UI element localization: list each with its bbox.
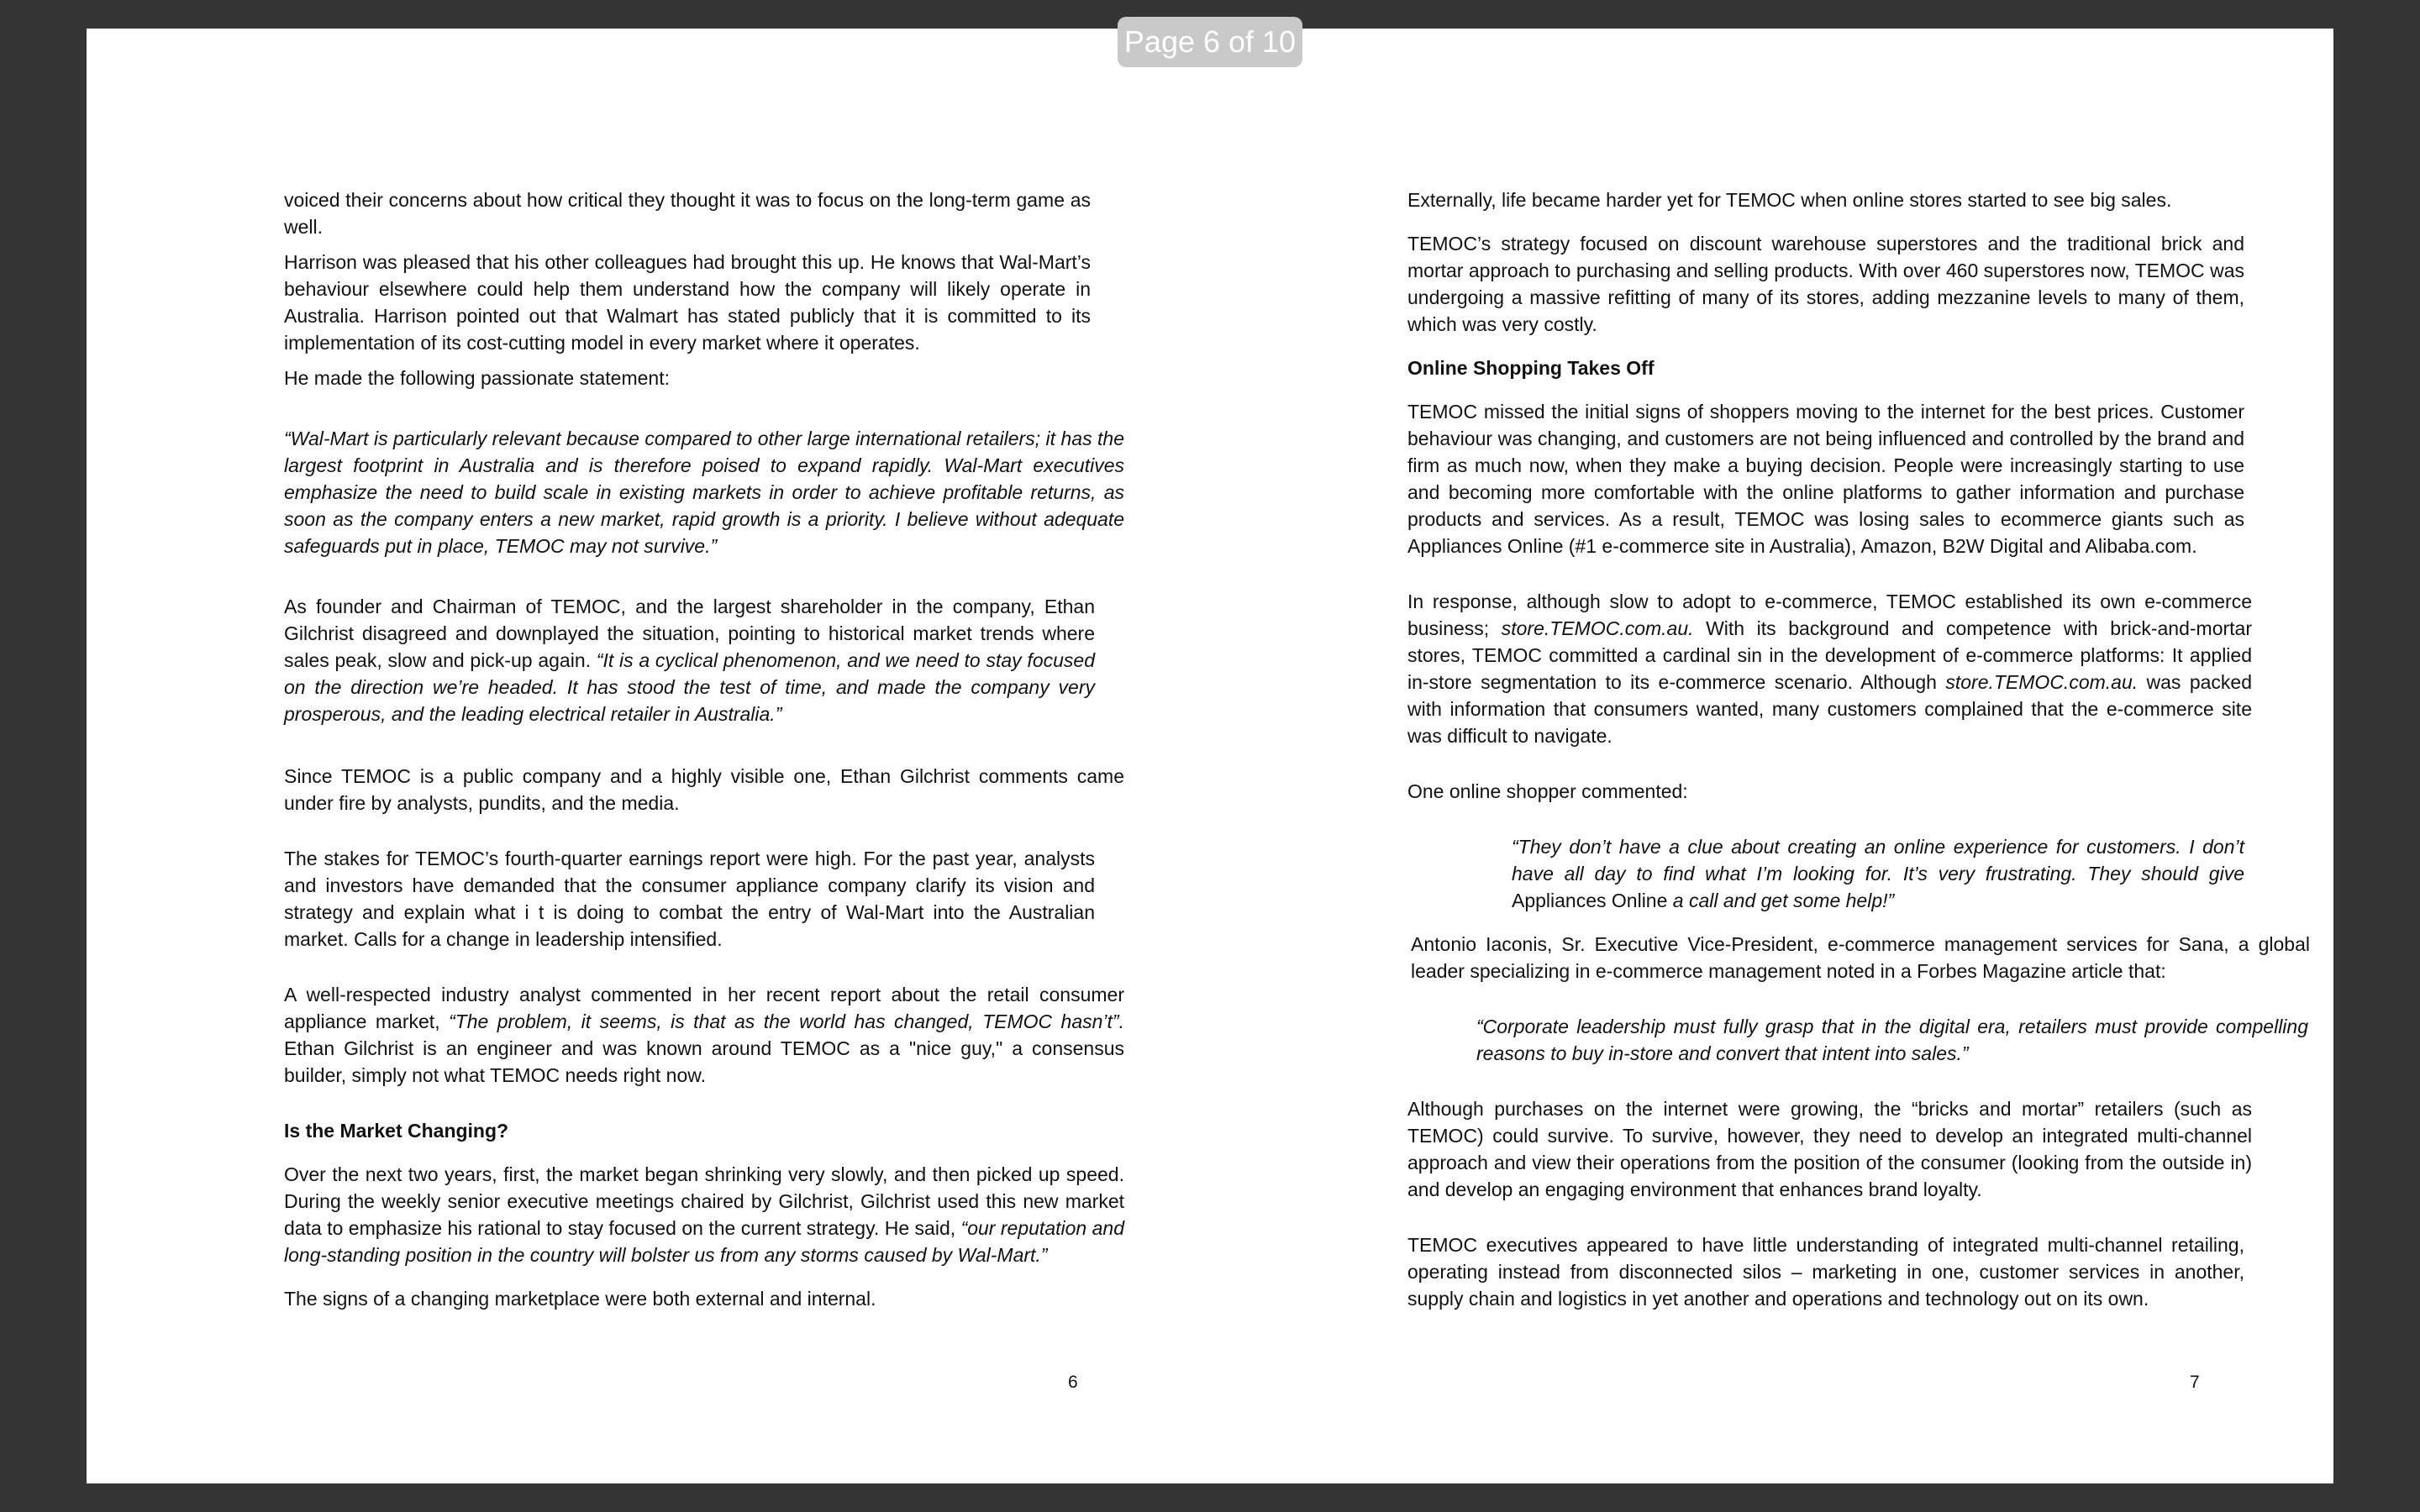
right-paragraph-3: TEMOC missed the initial signs of shoppers moving to the internet for the best prices. Customer behaviour was changing, and customers are not being influenced and controlled by the brand and firm as much now, when they make a buying decision. People were increasingly starting to use and becoming more comfortable with the online platforms to gather information and purchase products and services. As a result, TEMOC was losing sales to ecommerce giants such as Appliances Online (#1 e-commerce site in Australia), Amazon, B2W Digital and Alibaba.com. [1407, 401, 2244, 557]
right-quote-shopper [1512, 833, 2244, 914]
left-paragraph-3: He made the following passionate statement: [284, 367, 670, 389]
left-paragraph-8-quote: “our reputation and long-standing position in the country will bolster us from any storms caused by Wal-Mart.” [284, 1217, 1124, 1266]
left-paragraph-7 [284, 981, 1124, 1089]
right-page-text [1407, 186, 2310, 1312]
left-paragraph-7-quote: “The problem, it seems, is that as the world has changed, TEMOC hasn’t”. [449, 1011, 1124, 1032]
right-quote-shopper-text: “They don’t have a clue about creating an online experience for customers. I don’t have all day to find what I’m looking for. It’s very frustrating. They should give [1512, 836, 2244, 885]
right-page-number: 7 [2190, 1373, 2200, 1392]
page-indicator: Page 6 of 10 [1118, 17, 1302, 67]
right-quote-shopper-brand: Appliances Online [1512, 890, 1668, 911]
left-paragraph-8 [284, 1161, 1124, 1268]
right-quote-shopper-tail: a call and get some help!” [1667, 890, 1895, 911]
left-page-text [284, 186, 1124, 1312]
left-paragraph-7-tail: Ethan Gilchrist is an engineer and was known around TEMOC as a "nice guy," a consensus builder, simply not what TEMOC needs right now. [284, 1037, 1124, 1086]
right-paragraph-4-tail: was packed with information that consumers wanted, many customers complained that the e-commerce site was difficult to navigate. [1407, 671, 2252, 747]
left-paragraph-4 [284, 593, 1095, 727]
left-paragraph-5: Since TEMOC is a public company and a highly visible one, Ethan Gilchrist comments came under fire by analysts, pundits, and the media. [284, 765, 1124, 814]
page-spread [87, 29, 2333, 1483]
left-quote-walmart: “Wal-Mart is particularly relevant because compared to other large international retailers; it has the largest footprint in Australia and is therefore poised to expand rapidly. Wal-Mart executives emphasize the need to build scale in existing markets in order to achieve profitable returns, as soon as the company enters a new market, rapid growth is a priority. I believe without adequate safeguards put in place, TEMOC may not survive.” [284, 428, 1124, 557]
left-page-number: 6 [1068, 1373, 1078, 1392]
right-paragraph-6: Antonio Iaconis, Sr. Executive Vice-President, e-commerce management services for Sana, a global leader specializing in e-commerce management noted in a Forbes Magazine article that: [1411, 933, 2310, 982]
right-paragraph-4-site-1: store.TEMOC.com.au. [1501, 617, 1694, 639]
left-paragraph-6: The stakes for TEMOC’s fourth-quarter earnings report were high. For the past year, analysts and investors have demanded that the consumer appliance company clarify its vision and strategy and explain what i t is doing to combat the entry of Wal-Mart into the Australian market. Calls for a change in leadership intensified. [284, 848, 1095, 950]
left-paragraph-7-text: A well-respected industry analyst commented in her recent report about the retail consumer appliance market, [284, 984, 1124, 1032]
right-paragraph-2: TEMOC’s strategy focused on discount warehouse superstores and the traditional brick and mortar approach to purchasing and selling products. With over 460 superstores now, TEMOC was undergoing a massive refitting of many of its stores, adding mezzanine levels to many of them, which was very costly. [1407, 233, 2244, 335]
right-paragraph-4-site-2: store.TEMOC.com.au. [1945, 671, 2139, 693]
right-paragraph-7: Although purchases on the internet were growing, the “bricks and mortar” retailers (such as TEMOC) could survive. To survive, however, they need to develop an integrated multi-channel approach and view their operations from the position of the consumer (looking from the outside in) and develop an engaging environment that enhances brand loyalty. [1407, 1098, 2252, 1200]
left-paragraph-2: Harrison was pleased that his other colleagues had brought this up. He knows that Wal-Mart’s behaviour elsewhere could help them understand how the company will likely operate in Australia. Harrison pointed out that Walmart has stated publicly that it is committed to its implementation of its cost-cutting model in every market where it operates. [284, 251, 1091, 354]
right-heading-online-shopping: Online Shopping Takes Off [1407, 357, 1655, 379]
left-heading-market-changing: Is the Market Changing? [284, 1120, 509, 1142]
left-paragraph-1: voiced their concerns about how critical they thought it was to focus on the long-term game as well. [284, 189, 1091, 238]
right-paragraph-8: TEMOC executives appeared to have little understanding of integrated multi-channel retailing, operating instead from disconnected silos – marketing in one, customer services in another, supply chain and logistics in yet another and operations and technology out on its own. [1407, 1234, 2244, 1310]
left-paragraph-8-text: Over the next two years, first, the market began shrinking very slowly, and then picked up speed. During the weekly senior executive meetings chaired by Gilchrist, Gilchrist used this new market data to emphasize his rational to stay focused on the current strategy. He said, [284, 1163, 1124, 1239]
right-quote-forbes: “Corporate leadership must fully grasp that in the digital era, retailers must provide compelling reasons to buy in-store and convert that intent into sales.” [1476, 1016, 2308, 1064]
right-paragraph-5: One online shopper commented: [1407, 780, 1688, 802]
left-paragraph-4-text: As founder and Chairman of TEMOC, and the largest shareholder in the company, Ethan Gilchrist disagreed and downplayed the situation, pointing to historical market trends where sales peak, slow and pick-up again. [284, 596, 1095, 671]
left-paragraph-9: The signs of a changing marketplace were both external and internal. [284, 1288, 876, 1310]
right-paragraph-4 [1407, 588, 2252, 749]
left-paragraph-4-quote: “It is a cyclical phenomenon, and we need to stay focused on the direction we’re headed. It has stood the test of time, and made the company very prosperous, and the leading electrical retailer in Australia.” [284, 649, 1095, 725]
right-paragraph-4-text: In response, although slow to adopt to e-commerce, TEMOC established its own e-commerce business; [1407, 591, 2252, 639]
right-paragraph-1: Externally, life became harder yet for TEMOC when online stores started to see big sales. [1407, 189, 2172, 211]
right-paragraph-4-middle: With its background and competence with brick-and-mortar stores, TEMOC committed a cardinal sin in the development of e-commerce platforms: It applied in-store segmentation to its e-commerce scenario. Although [1407, 617, 2252, 693]
